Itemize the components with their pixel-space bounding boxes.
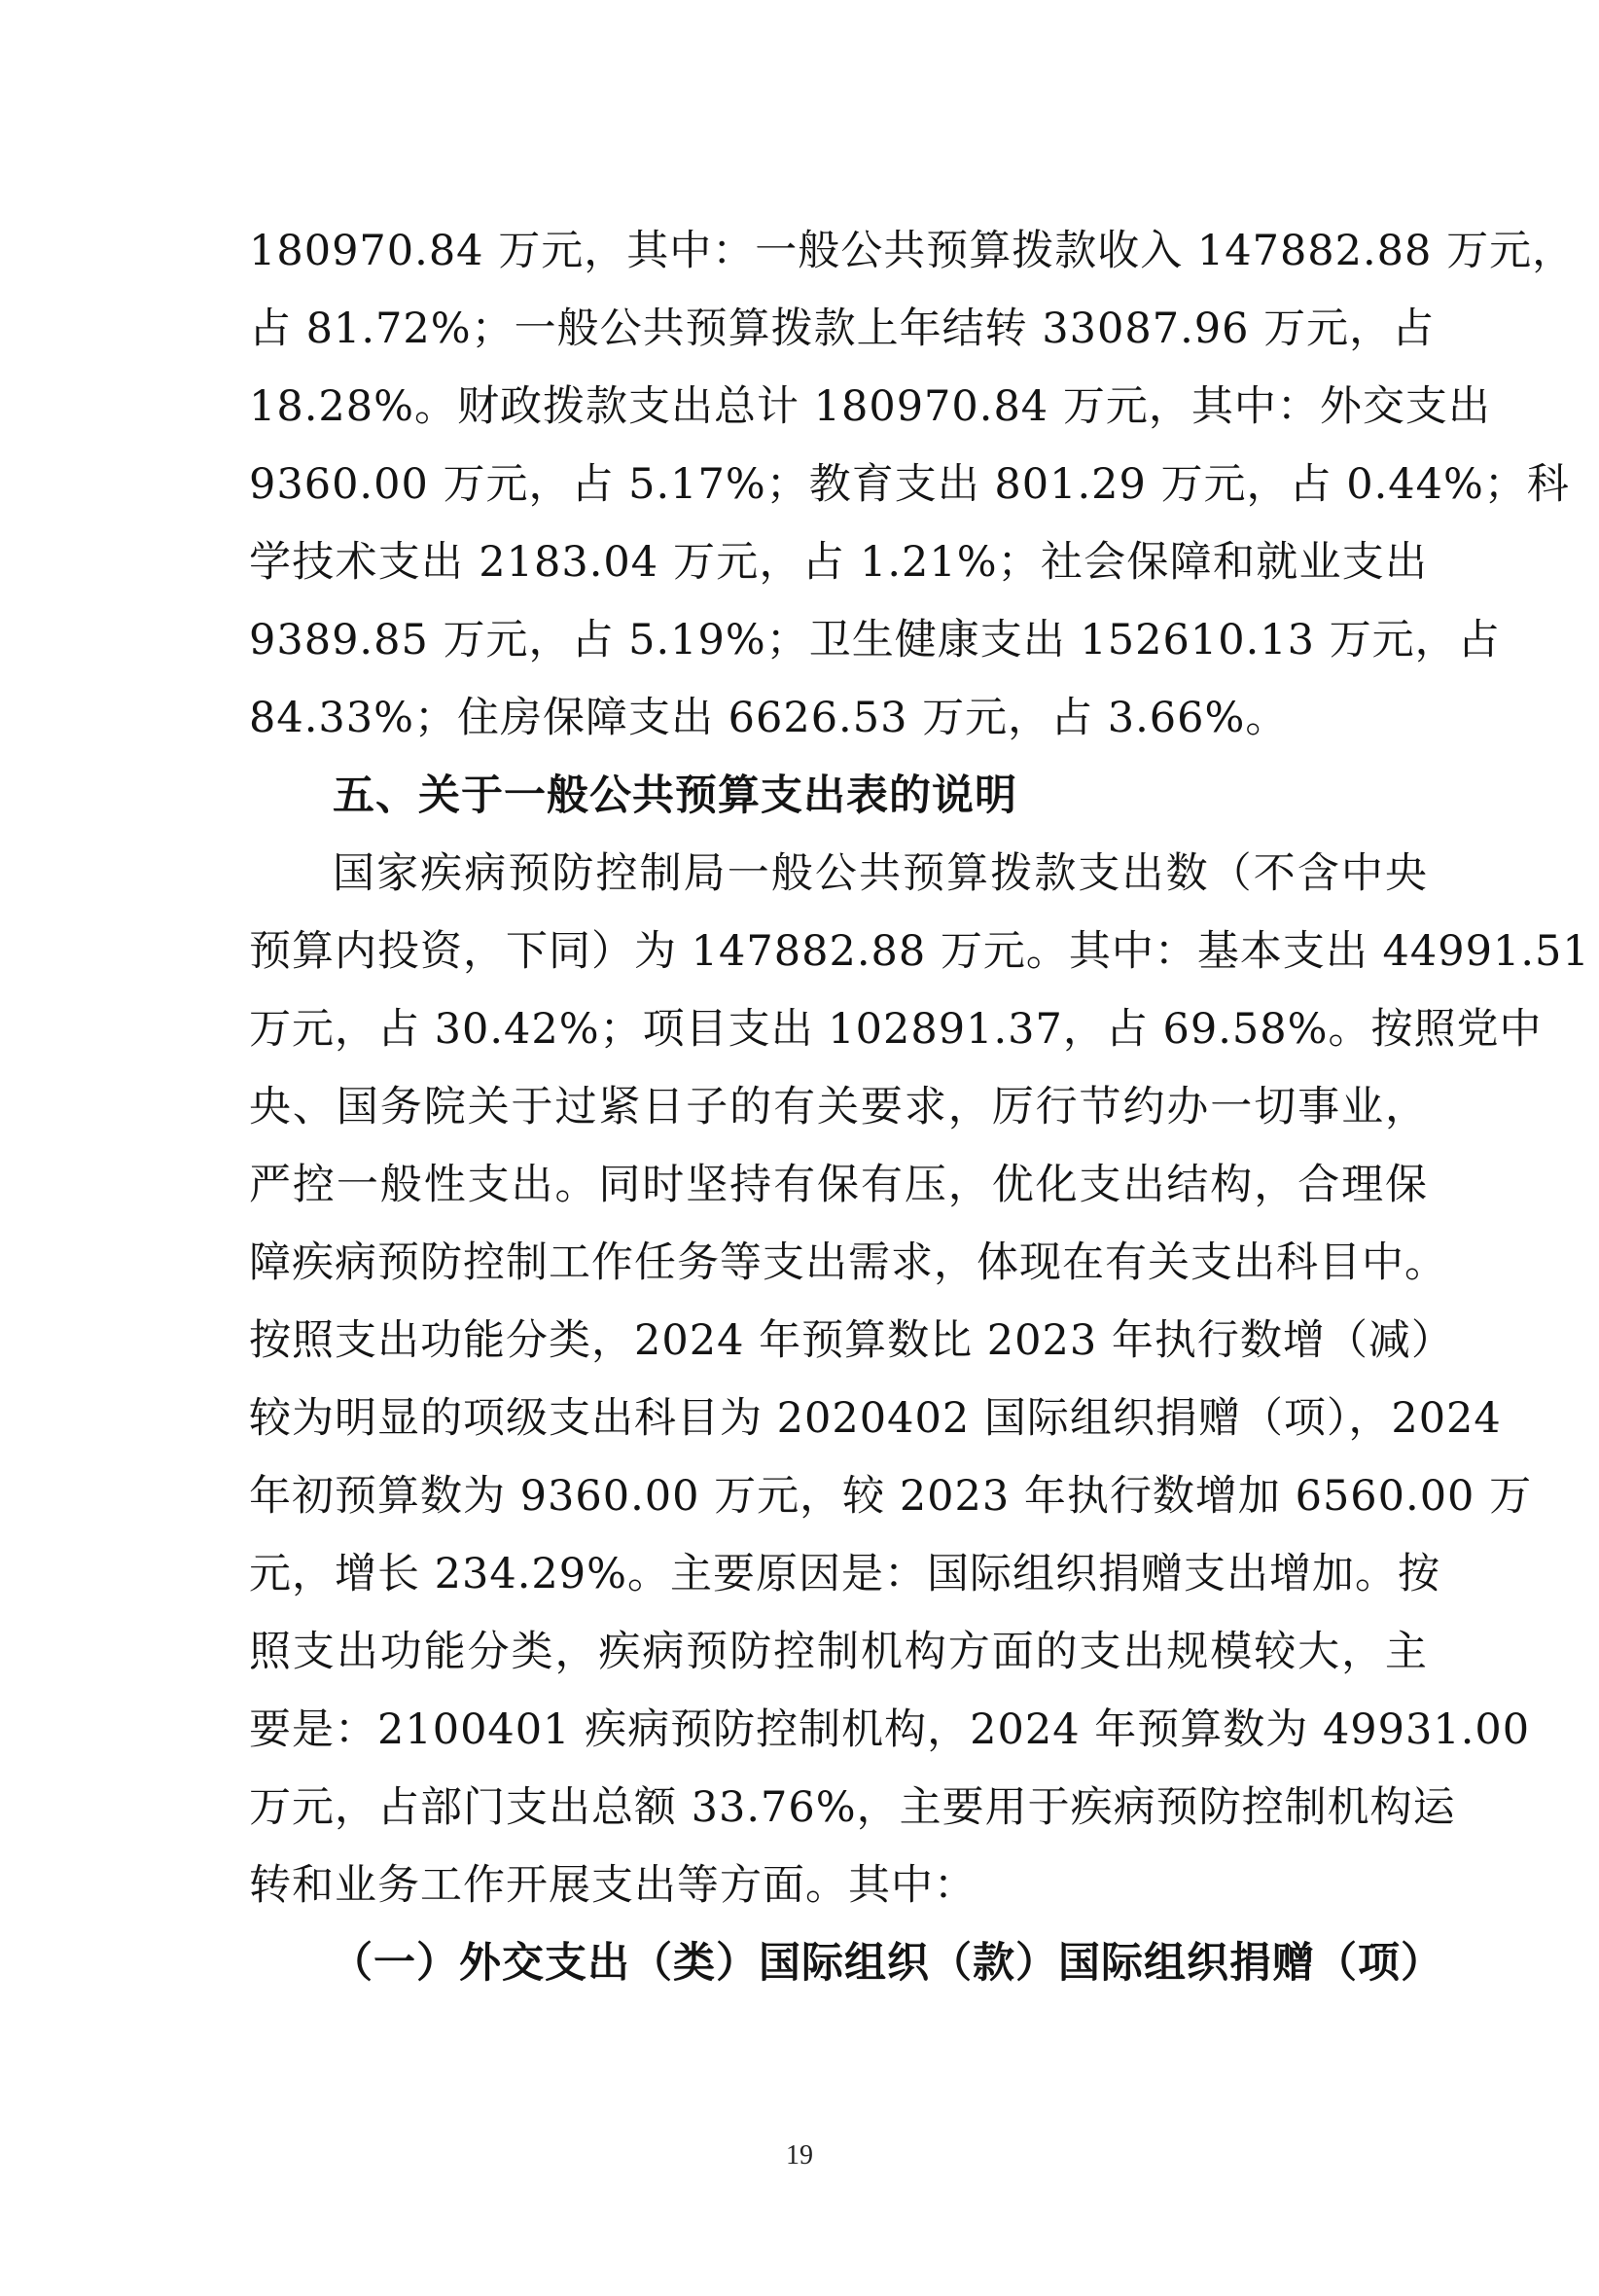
body-text-line: 按照支出功能分类，2024 年预算数比 2023 年执行数增（减） [249,1316,1454,1365]
body-text-line: 预算内投资，下同）为 147882.88 万元。其中：基本支出 44991.51 [249,927,1590,976]
page-number: 19 [786,2140,813,2170]
body-text-line: 9389.85 万元，占 5.19%；卫生健康支出 152610.13 万元，占 [249,616,1501,664]
body-text-line: 严控一般性支出。同时坚持有保有压，优化支出结构，合理保 [249,1161,1428,1209]
section-heading: 五、关于一般公共预算支出表的说明 [333,771,1017,820]
body-text-line: 180970.84 万元，其中：一般公共预算拨款收入 147882.88 万元， [249,227,1576,275]
body-text-line: 84.33%；住房保障支出 6626.53 万元，占 3.66%。 [249,694,1289,742]
subsection-heading: （一）外交支出（类）国际组织（款）国际组织捐赠（项） [331,1939,1443,1988]
body-text-line: 元，增长 234.29%。主要原因是：国际组织捐赠支出增加。按 [249,1550,1440,1598]
body-text-line: 占 81.72%；一般公共预算拨款上年结转 33087.96 万元，占 [249,305,1436,353]
body-text-line: 万元，占 30.42%；项目支出 102891.37，占 69.58%。按照党中 [249,1005,1543,1054]
body-text-line: 障疾病预防控制工作任务等支出需求，体现在有关支出科目中。 [249,1238,1447,1287]
body-text-line: 转和业务工作开展支出等方面。其中： [249,1861,977,1910]
body-text-line: 9360.00 万元，占 5.17%；教育支出 801.29 万元，占 0.44%；科 [249,460,1570,509]
body-text-line: 国家疾病预防控制局一般公共预算拨款支出数（不含中央 [333,849,1428,898]
body-text-line: 18.28%。财政拨款支出总计 180970.84 万元，其中：外交支出 [249,382,1491,431]
body-text-line: 学技术支出 2183.04 万元，占 1.21%；社会保障和就业支出 [249,538,1428,587]
body-text-line: 万元，占部门支出总额 33.76%，主要用于疾病预防控制机构运 [249,1783,1456,1832]
body-text-line: 年初预算数为 9360.00 万元，较 2023 年执行数增加 6560.00 万 [249,1472,1533,1521]
body-text-line: 要是：2100401 疾病预防控制机构，2024 年预算数为 49931.00 [249,1705,1531,1754]
body-text-line: 照支出功能分类，疾病预防控制机构方面的支出规模较大，主 [249,1628,1428,1676]
body-text-line: 央、国务院关于过紧日子的有关要求，厉行节约办一切事业， [249,1083,1428,1131]
body-text-line: 较为明显的项级支出科目为 2020402 国际组织捐赠（项），2024 [249,1394,1502,1443]
